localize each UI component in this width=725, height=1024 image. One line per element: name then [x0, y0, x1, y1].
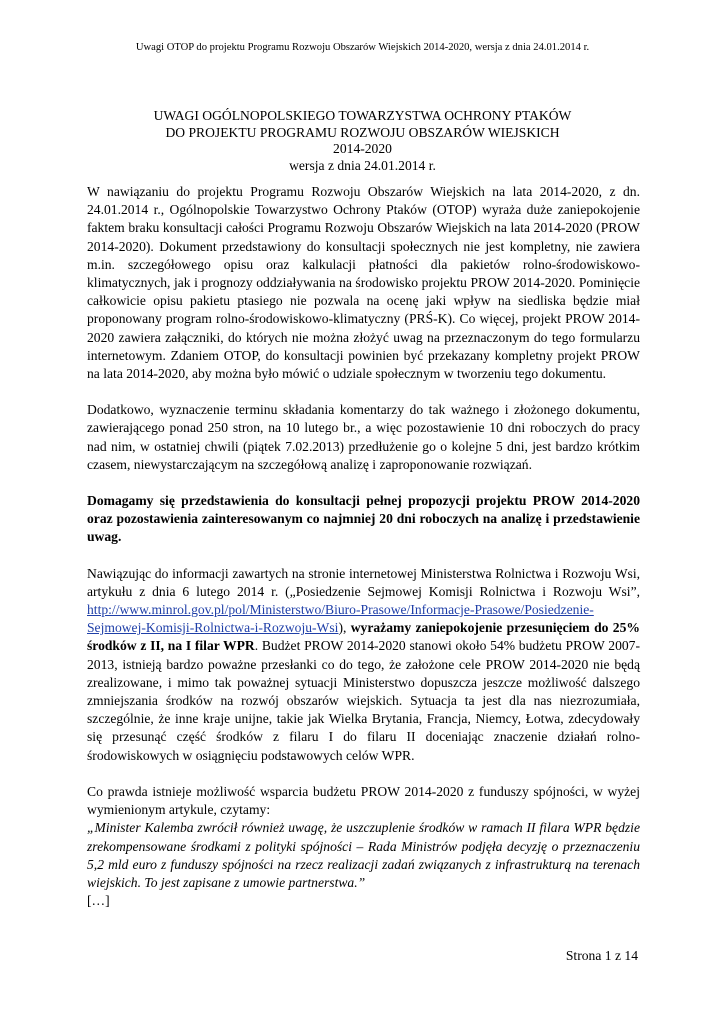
- document-title: [86, 108, 639, 174]
- title-line-1: UWAGI OGÓLNOPOLSKIEGO TOWARZYSTWA OCHRONY PTAKÓW: [153, 108, 572, 123]
- paragraph-2: Dodatkowo, wyznaczenie terminu składania komentarzy do tak ważnego i złożonego dokumentu, zawierającego ponad 250 stron, na 10 lutego br., a więc pozostawienie 10 dni roboczych do pracy nad nim, w ostatniej chwili (piątek 7.02.2013) przedłużenie go o kolejne 5 dni, jest bardzo krótkim czasem, niewystarczającym na szczegółową analizę i zaproponowanie rozwiązań.: [87, 402, 640, 472]
- paragraph-4-after-link: ),: [338, 620, 351, 636]
- paragraph-3-demand: Domagamy się przedstawienia do konsultacji pełnej propozycji projektu PROW 2014-2020 oraz pozostawienia zainteresowanym co najmniej 20 dni roboczych na analizę i przedstawienie uwag.: [87, 493, 640, 545]
- title-line-3: 2014-2020: [333, 141, 392, 156]
- paragraph-4-bold: wyrażamy zaniepokojenie przesunięciem do 25% środków z II, na I filar WPR: [87, 620, 640, 654]
- page-number: Strona 1 z 14: [565, 948, 638, 963]
- paragraph-5: [87, 783, 640, 910]
- document-body: [87, 183, 640, 910]
- ministry-article-link[interactable]: http://www.minrol.gov.pl/pol/Ministerstwo/Biuro-Prasowe/Informacje-Prasowe/Posiedzenie-Sejmowej-Komisji-Rolnictwa-i-Rozwoju-Wsi: [87, 602, 594, 636]
- paragraph-5-quote: „Minister Kalemba zwrócił również uwagę, że uszczuplenie środków w ramach II filara WPR będzie zrekompensowane środkami z polityki spójności – Rada Ministrów podjęła decyzję o przeznaczeniu 5,2 mld euro z funduszy spójności na rzecz realizacji zadań związanych z infrastrukturą na terenach wiejskich. To jest zapisane z umowie partnerstwa.”: [87, 820, 640, 890]
- paragraph-1: W nawiązaniu do projektu Programu Rozwoju Obszarów Wiejskich na lata 2014-2020, z dn. 24.01.2014 r., Ogólnopolskie Towarzystwo Ochrony Ptaków (OTOP) wyraża duże zaniepokojenie faktem braku konsultacji całości Programu Rozwoju Obszarów Wiejskich na lata 2014-2020 (PROW 2014-2020). Dokument przedstawiony do konsultacji społecznych nie jest kompletny, nie zawiera m.in. szczegółowego opisu oraz kalkulacji płatności dla pakietów rolno-środowiskowo-klimatycznych, jak i prognozy oddziaływania na środowisko projektu PROW 2014-2020. Pominięcie całkowicie opisu pakietu ptasiego nie pozwala na ocenę jaki wpływ na siedliska będzie miał proponowany program rolno-środowiskowo-klimatyczny (PRŚ-K). Co więcej, projekt PROW 2014-2020 zawiera załączniki, do których nie można złożyć uwag na przeznaczonym do tego formularzu internetowym. Zdaniem OTOP, do konsultacji powinien być przekazany kompletny projekt PROW na lata 2014-2020, aby można było mówić o udziale społecznym w tworzeniu tego dokumentu.: [87, 184, 640, 382]
- paragraph-4-start: Nawiązując do informacji zawartych na stronie internetowej Ministerstwa Rolnictwa i Rozwoju Wsi, artykułu z dnia 6 lutego 2014 r. („Posiedzenie Sejmowej Komisji Rolnictwa i Rozwoju Wsi”,: [87, 565, 640, 599]
- running-header: Uwagi OTOP do projektu Programu Rozwoju Obszarów Wiejskich 2014-2020, wersja z dnia 24.01.2014 r.: [135, 42, 590, 53]
- title-line-2: DO PROJEKTU PROGRAMU ROZWOJU OBSZARÓW WIEJSKICH: [165, 124, 560, 140]
- title-line-4: wersja z dnia 24.01.2014 r.: [289, 157, 436, 173]
- paragraph-5-intro: Co prawda istnieje możliwość wsparcia budżetu PROW 2014-2020 z funduszy spójności, w wyżej wymienionym artykule, czytamy:: [87, 783, 640, 818]
- paragraph-5-ellipsis: […]: [87, 893, 110, 909]
- paragraph-4: [87, 565, 640, 765]
- paragraph-4-end: . Budżet PROW 2014-2020 stanowi około 54% budżetu PROW 2007-2013, istnieją bardzo poważne przesłanki co do tego, że założone cele PROW 2014-2020 nie będą zrealizowane, i mimo tak poważnej sytuacji Ministerstwo dopuszcza jeszcze możliwość dalszego zmniejszania środków na rozwój obszarów wiejskich. Sytuacja ta jest dla nas niezrozumiała, szczególnie, że inne kraje unijne, takie jak Wielka Brytania, Francja, Niemcy, Łotwa, zdecydowały się przesunąć część środków z filaru I do filaru II doceniając znaczenie działań rolno-środowiskowych w osiągnięciu podstawowych celów WPR.: [87, 638, 640, 763]
